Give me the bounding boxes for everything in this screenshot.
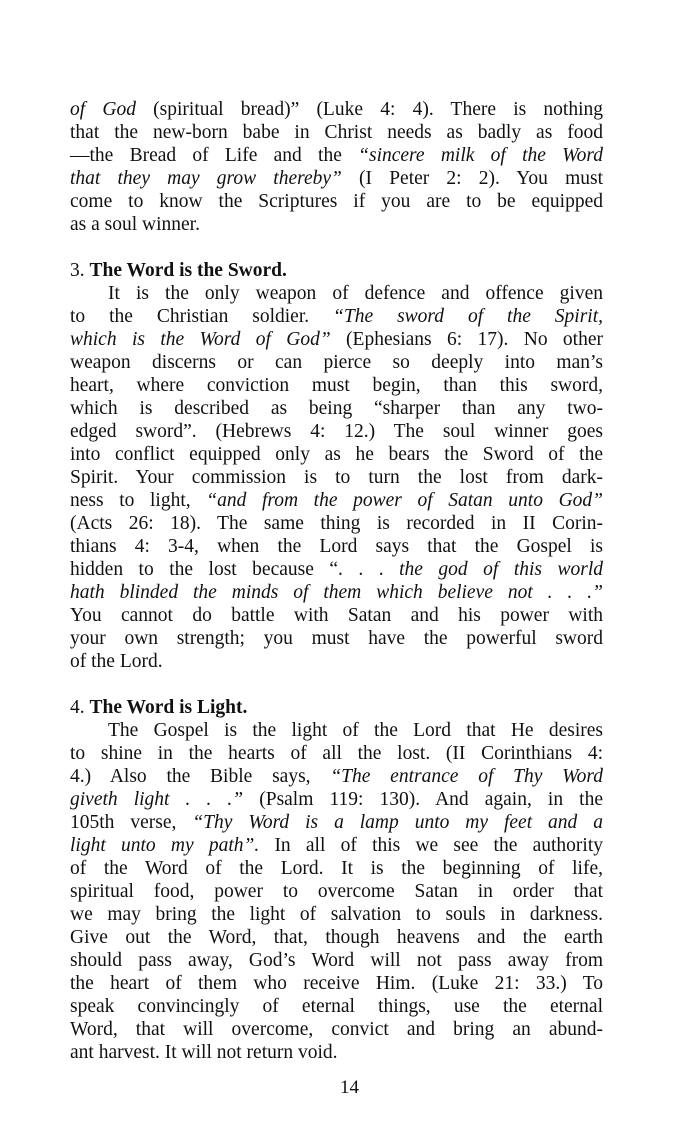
- text-run: to shine in the hearts of all the lost. (II Corinthians 4:: [70, 743, 603, 764]
- text-run: Spirit. Your commission is to turn the lost from dark-: [70, 467, 603, 488]
- text-line: [70, 535, 603, 558]
- text-line: [70, 788, 603, 811]
- text-run: heart, where conviction must begin, than this sword,: [70, 375, 603, 396]
- text-line: [70, 765, 603, 788]
- text-run: (Ephesians 6: 17). No other: [330, 329, 604, 350]
- text-line: [70, 880, 603, 903]
- text-run: that the new-born babe in Christ needs as badly as food: [70, 122, 603, 143]
- text-run: edged sword”. (Hebrews 4: 12.) The soul winner goes: [70, 421, 603, 442]
- italic-quote: “The entrance of Thy Word: [330, 766, 603, 787]
- text-run: your own strength; you must have the powerful sword: [70, 628, 603, 649]
- text-line: [70, 443, 603, 466]
- section-heading: [70, 696, 603, 719]
- text-line: [70, 742, 603, 765]
- text-line: [70, 466, 603, 489]
- text-line: [70, 581, 603, 604]
- text-line: [70, 627, 603, 650]
- italic-quote: “The sword of the Spirit,: [333, 306, 603, 327]
- text-run: It is the only weapon of defence and offence given: [108, 283, 603, 304]
- text-line: [70, 949, 603, 972]
- text-run: Word, that will overcome, convict and bring an abund-: [70, 1019, 603, 1040]
- text-run: 4.) Also the Bible says,: [70, 766, 331, 787]
- text-run: of the Lord.: [70, 651, 163, 672]
- text-line: [70, 213, 603, 236]
- text-line: [70, 1041, 603, 1064]
- italic-quote: “Thy Word is a lamp unto my feet and a: [192, 812, 603, 833]
- text-line: [70, 972, 603, 995]
- page-body: [70, 98, 603, 1064]
- text-run: to the Christian soldier.: [70, 306, 334, 327]
- text-run: (Acts 26: 18). The same thing is recorded in II Corin-: [70, 513, 603, 534]
- italic-quote: “and from the power of Satan unto God”: [206, 490, 603, 511]
- text-line: [70, 374, 603, 397]
- text-line: [70, 1018, 603, 1041]
- text-line: [70, 121, 603, 144]
- text-line: [70, 420, 603, 443]
- text-run: we may bring the light of salvation to souls in darkness.: [70, 904, 603, 925]
- text-run: which is described as being “sharper than any two-: [70, 398, 603, 419]
- text-run: (spiritual bread)” (Luke 4: 4). There is nothing: [135, 99, 604, 120]
- italic-quote: “sincere milk of the Word: [358, 145, 603, 166]
- text-line: [70, 650, 603, 673]
- text-run: into conflict equipped only as he bears the Sword of the: [70, 444, 603, 465]
- text-run: In all of this we see the authority: [259, 835, 604, 856]
- text-line: [70, 351, 603, 374]
- text-line: [70, 282, 603, 305]
- text-line: [70, 512, 603, 535]
- text-line: [70, 190, 603, 213]
- text-run: (I Peter 2: 2). You must: [341, 168, 603, 189]
- text-line: [70, 305, 603, 328]
- page-number: 14: [340, 1077, 359, 1098]
- text-line: [70, 397, 603, 420]
- text-run: come to know the Scriptures if you are to be equipped: [70, 191, 603, 212]
- text-run: hidden to the lost because “. . .: [70, 559, 400, 580]
- section-number: 4.: [70, 697, 90, 718]
- text-run: should pass away, God’s Word will not pass away from: [70, 950, 603, 971]
- text-line: [70, 834, 603, 857]
- text-run: of the Word of the Lord. It is the beginning of life,: [70, 858, 603, 879]
- text-line: [70, 604, 603, 627]
- text-line: [70, 144, 603, 167]
- italic-quote: giveth light . . .”: [70, 789, 244, 810]
- text-run: Give out the Word, that, though heavens and the earth: [70, 927, 603, 948]
- section-number: 3.: [70, 260, 90, 281]
- text-run: —the Bread of Life and the: [70, 145, 359, 166]
- text-run: 105th verse,: [70, 812, 193, 833]
- text-line: [70, 926, 603, 949]
- text-line: [70, 98, 603, 121]
- text-line: [70, 857, 603, 880]
- text-run: ness to light,: [70, 490, 207, 511]
- text-line: [70, 167, 603, 190]
- text-line: [70, 903, 603, 926]
- text-run: The Gospel is the light of the Lord that He desires: [108, 720, 603, 741]
- section-title: The Word is the Sword.: [89, 260, 287, 281]
- text-line: [70, 558, 603, 581]
- italic-quote: that they may grow thereby”: [70, 168, 342, 189]
- section-2: [70, 696, 603, 1064]
- text-run: You cannot do battle with Satan and his power with: [70, 605, 603, 626]
- text-run: as a soul winner.: [70, 214, 200, 235]
- italic-quote: the god of this world: [399, 559, 603, 580]
- text-line: [70, 489, 603, 512]
- text-run: weapon discerns or can pierce so deeply into man’s: [70, 352, 603, 373]
- text-run: thians 4: 3-4, when the Lord says that the Gospel is: [70, 536, 603, 557]
- italic-quote: which is the Word of God”: [70, 329, 331, 350]
- text-run: (Psalm 119: 130). And again, in the: [243, 789, 603, 810]
- text-run: ant harvest. It will not return void.: [70, 1042, 338, 1063]
- italic-quote: light unto my path”.: [70, 835, 260, 856]
- text-run: spiritual food, power to overcome Satan in order that: [70, 881, 603, 902]
- text-line: [70, 328, 603, 351]
- text-line: [70, 995, 603, 1018]
- text-run: speak convincingly of eternal things, use the eternal: [70, 996, 603, 1017]
- text-line: [70, 811, 603, 834]
- section-0: [70, 98, 603, 236]
- section-heading: [70, 259, 603, 282]
- section-1: [70, 259, 603, 673]
- section-title: The Word is Light.: [89, 697, 248, 718]
- text-run: the heart of them who receive Him. (Luke 21: 33.) To: [70, 973, 603, 994]
- italic-quote: of God: [70, 99, 136, 120]
- italic-quote: hath blinded the minds of them which believe not . . .”: [70, 582, 603, 603]
- text-line: [70, 719, 603, 742]
